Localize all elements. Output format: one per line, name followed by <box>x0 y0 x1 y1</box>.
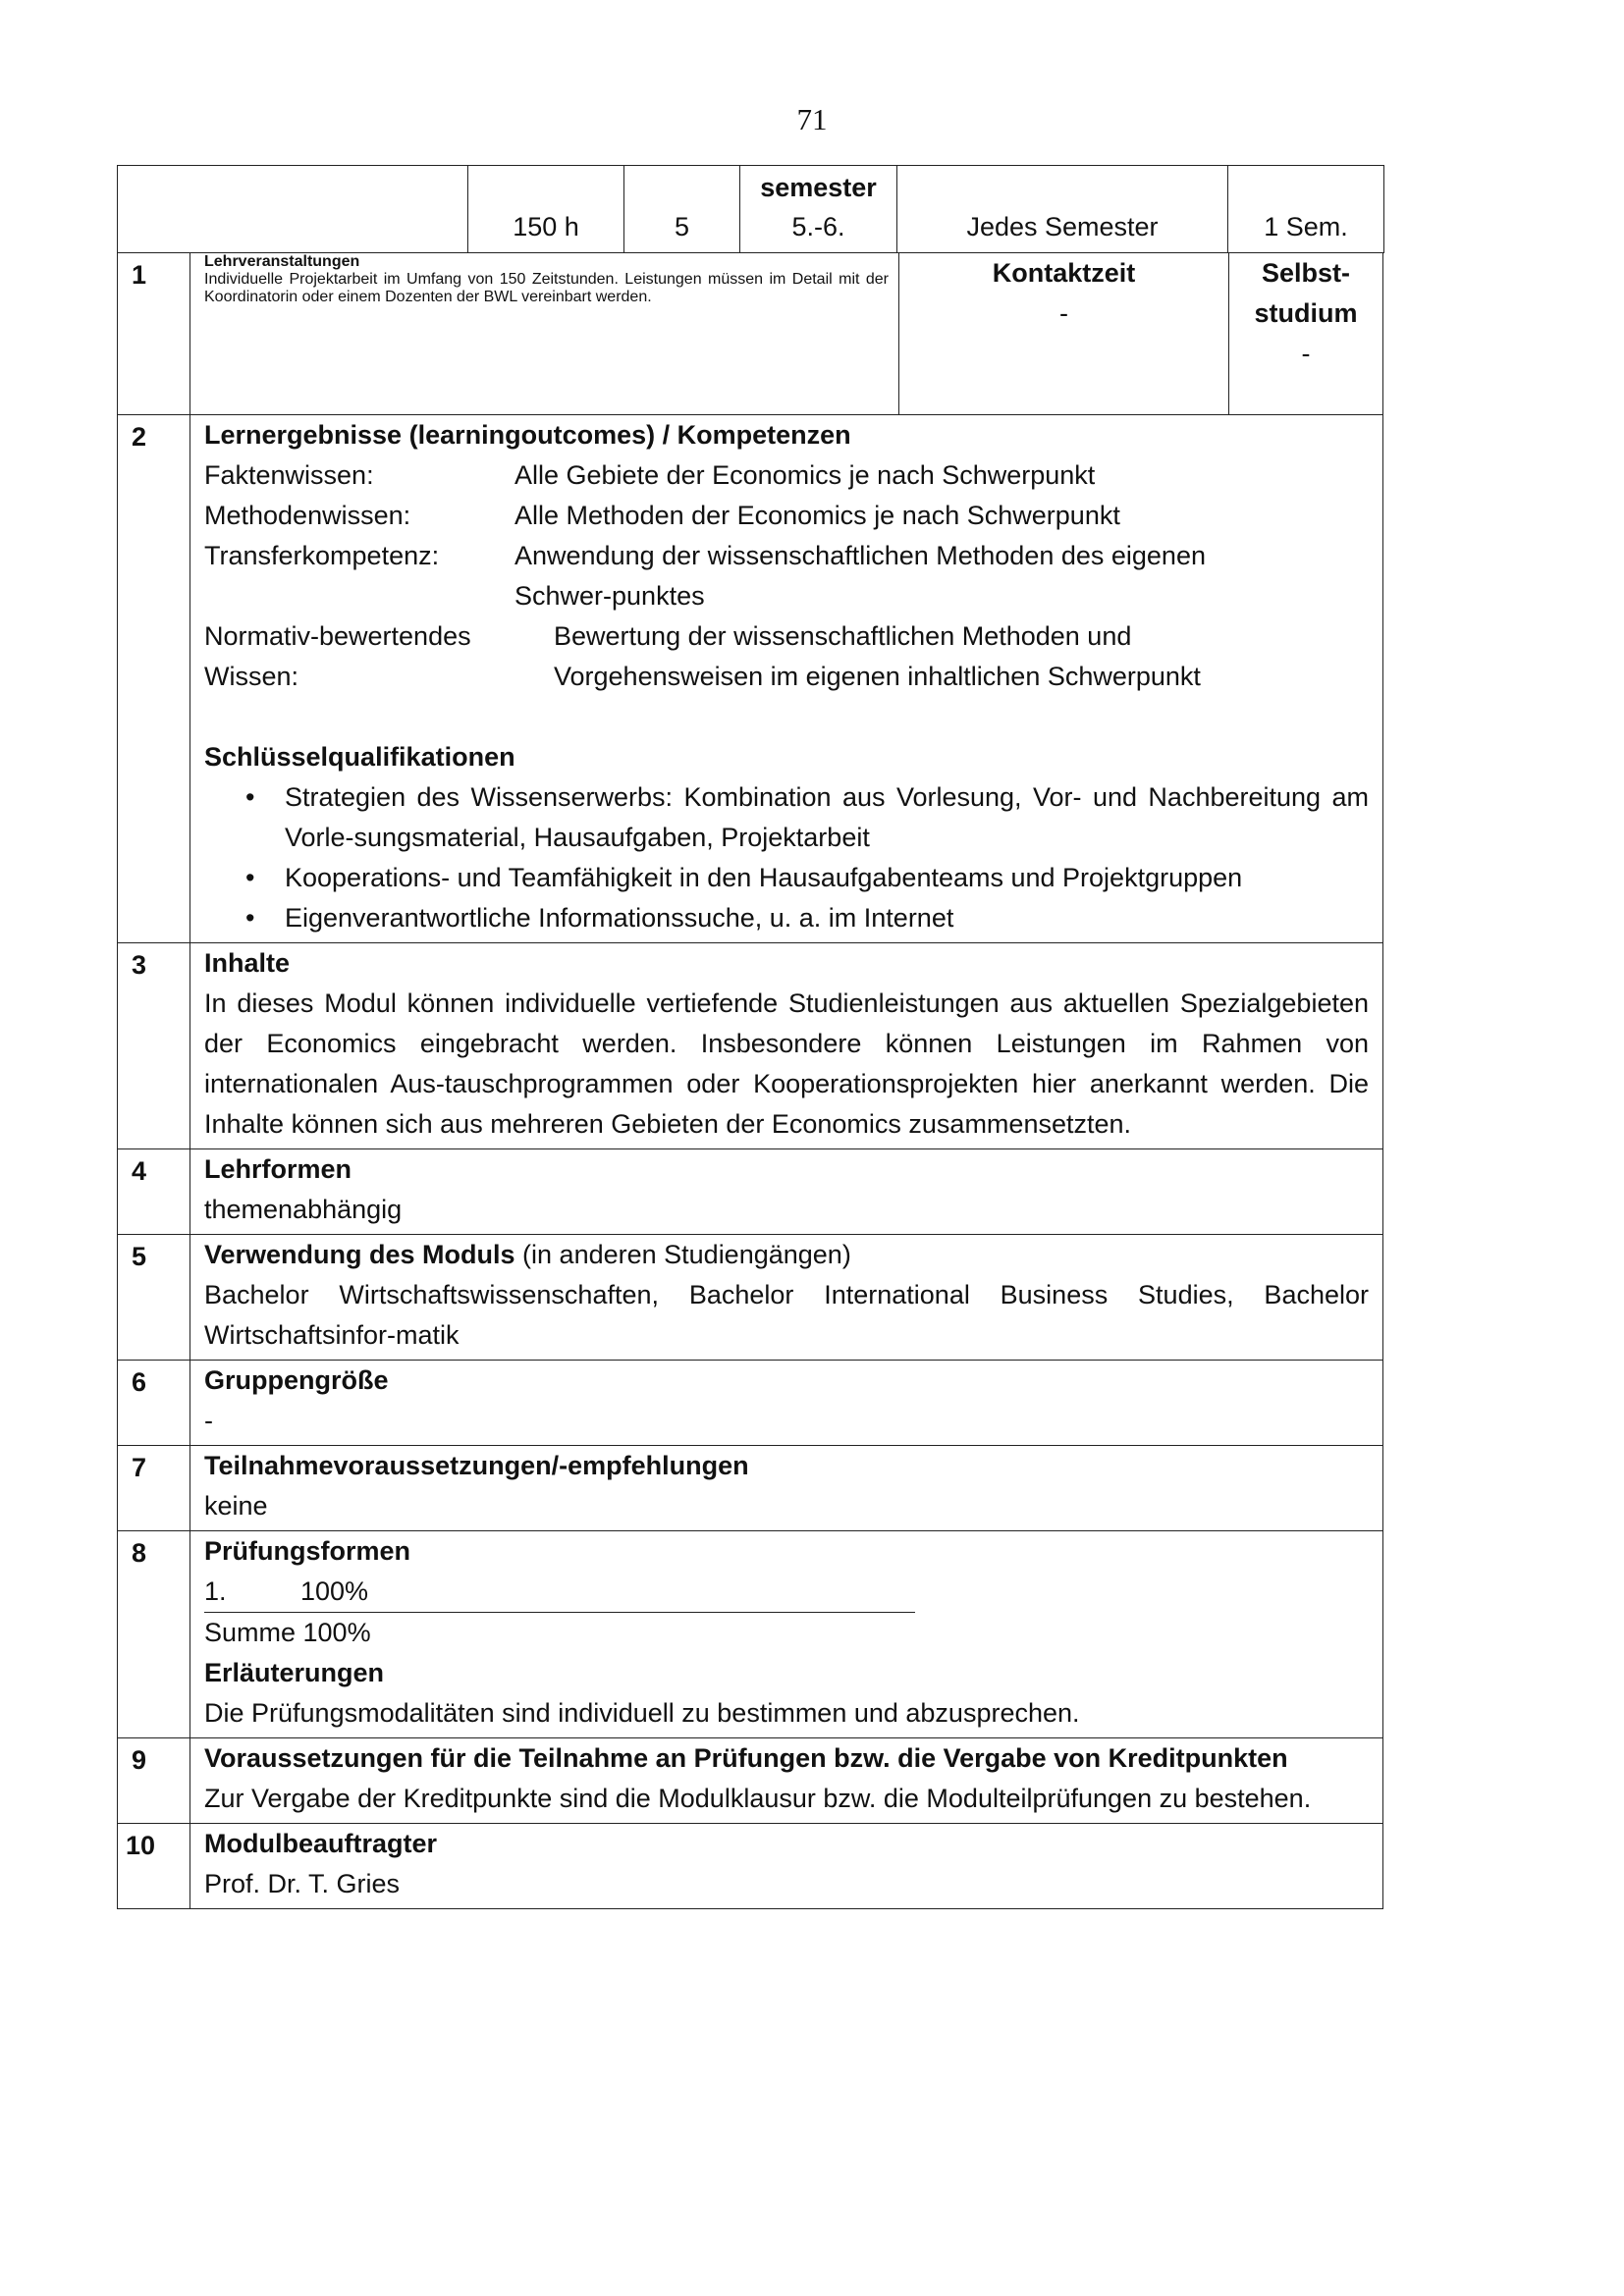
section-title: Modulbeauftragter <box>204 1829 438 1858</box>
workload-cell: 150 h <box>468 166 624 253</box>
competence-value: Bewertung der wissenschaftlichen Methoden und Vorgehensweisen im eigenen inhaltlichen Schwerpunkt <box>554 621 1201 691</box>
section-number: 9 <box>118 1738 190 1823</box>
duration-cell: 1 Sem. <box>1228 166 1384 253</box>
competence-row <box>204 616 1369 697</box>
section-title: Gruppengröße <box>204 1365 389 1395</box>
section-10 <box>117 1824 1383 1909</box>
kontaktzeit-value: - <box>1059 298 1068 328</box>
section-title: Verwendung des Moduls <box>204 1240 515 1269</box>
semester-value: 5.-6. <box>791 212 845 241</box>
section-text: Individuelle Projektarbeit im Umfang von 150 Zeitstunden. Leistungen müssen im Detail mit der Koordinatorin oder einem Dozenten der BWL vereinbart werden. <box>204 271 889 305</box>
section-number: 3 <box>118 943 190 1148</box>
section-text: Bachelor Wirtschaftswissenschaften, Bachelor International Business Studies, Bachelor Wirtschaftsinfor-matik <box>204 1280 1369 1350</box>
competence-key: Methodenwissen: <box>204 501 411 530</box>
notes-text: Die Prüfungsmodalitäten sind individuell zu bestimmen und abzusprechen. <box>204 1698 1080 1728</box>
selbststudium-value: - <box>1301 339 1311 368</box>
competence-key: Faktenwissen: <box>204 460 374 490</box>
section-number: 5 <box>118 1235 190 1360</box>
competence-row <box>204 455 1369 496</box>
section-text: Zur Vergabe der Kreditpunkte sind die Modulklausur bzw. die Modulteilprüfungen zu bestehen. <box>204 1784 1312 1813</box>
module-sheet <box>117 165 1383 1909</box>
section-title: Prüfungsformen <box>204 1536 411 1566</box>
semester-label: semester <box>760 173 877 202</box>
exam-sum: Summe 100% <box>204 1618 371 1647</box>
section-title: Teilnahmevoraussetzungen/-empfehlungen <box>204 1451 749 1480</box>
section-text: themenabhängig <box>204 1195 403 1224</box>
credits-cell: 5 <box>624 166 740 253</box>
section-2 <box>117 415 1383 943</box>
section-number: 8 <box>118 1531 190 1737</box>
competence-value: Alle Methoden der Economics je nach Schwerpunkt <box>514 501 1120 530</box>
section-title: Inhalte <box>204 948 291 978</box>
semester-cell <box>740 166 897 253</box>
section-title-suffix: (in anderen Studiengängen) <box>514 1240 851 1269</box>
section-text: In dieses Modul können individuelle vertiefende Studienleistungen aus aktuellen Spezialgebieten der Economics eingebracht werden. Insbesondere können Leistungen im Rahmen von internationalen Aus-tauschprogrammen oder Kooperationsprojekten hier anerkannt werden. Die Inhalte können sich aus mehreren Gebieten der Economics zusammensetzten. <box>204 988 1369 1139</box>
exam-item <box>204 1572 915 1613</box>
section-text: - <box>204 1406 213 1435</box>
section-title: Lehrveranstaltungen <box>204 253 360 270</box>
section-number: 2 <box>118 415 190 942</box>
competence-key: Normativ-bewertendes Wissen: <box>204 621 471 691</box>
frequency-cell: Jedes Semester <box>897 166 1228 253</box>
section-title: Voraussetzungen für die Teilnahme an Prüfungen bzw. die Vergabe von Kreditpunkten <box>204 1743 1288 1773</box>
selbststudium-label: Selbst- studium <box>1254 258 1358 328</box>
list-item: • Eigenverantwortliche Informationssuche, u. a. im Internet <box>245 898 1369 938</box>
competence-row <box>204 496 1369 536</box>
section-7 <box>117 1446 1383 1531</box>
section-title: Lehrformen <box>204 1154 352 1184</box>
header-blank-cell <box>118 166 468 253</box>
section-3 <box>117 943 1383 1149</box>
competence-value: Alle Gebiete der Economics je nach Schwerpunkt <box>514 460 1096 490</box>
competence-value: Anwendung der wissenschaftlichen Methoden des eigenen Schwer-punktes <box>514 541 1206 611</box>
section-text: keine <box>204 1491 268 1521</box>
key-qualifications-list <box>204 777 1369 938</box>
notes-title: Erläuterungen <box>204 1658 385 1687</box>
section-title: Lernergebnisse (learningoutcomes) / Kompetenzen <box>204 420 851 450</box>
exam-item-number: 1. <box>204 1576 227 1606</box>
section-1 <box>117 253 1383 415</box>
section-6 <box>117 1361 1383 1446</box>
section-number: 6 <box>118 1361 190 1445</box>
section-number: 4 <box>118 1149 190 1234</box>
section-8 <box>117 1531 1383 1738</box>
section-9 <box>117 1738 1383 1824</box>
section-text: Prof. Dr. T. Gries <box>204 1869 401 1898</box>
key-qualifications-title: Schlüsselqualifikationen <box>204 742 515 772</box>
section-number: 1 <box>118 253 190 414</box>
section-number: 7 <box>118 1446 190 1530</box>
list-item: • Strategien des Wissenserwerbs: Kombination aus Vorlesung, Vor- und Nachbereitung am Vorle-sungsmaterial, Hausaufgaben, Projektarbeit <box>245 777 1369 858</box>
list-item: • Kooperations- und Teamfähigkeit in den Hausaufgabenteams und Projektgruppen <box>245 858 1369 898</box>
section-4 <box>117 1149 1383 1235</box>
exam-item-weight: 100% <box>300 1576 369 1606</box>
section-number: 10 <box>118 1824 190 1908</box>
page-number: 71 <box>796 102 828 136</box>
competence-row <box>204 536 1369 616</box>
competence-key: Transferkompetenz: <box>204 541 440 570</box>
module-header-row <box>117 165 1384 253</box>
kontaktzeit-label: Kontaktzeit <box>992 258 1136 288</box>
section-5 <box>117 1235 1383 1361</box>
